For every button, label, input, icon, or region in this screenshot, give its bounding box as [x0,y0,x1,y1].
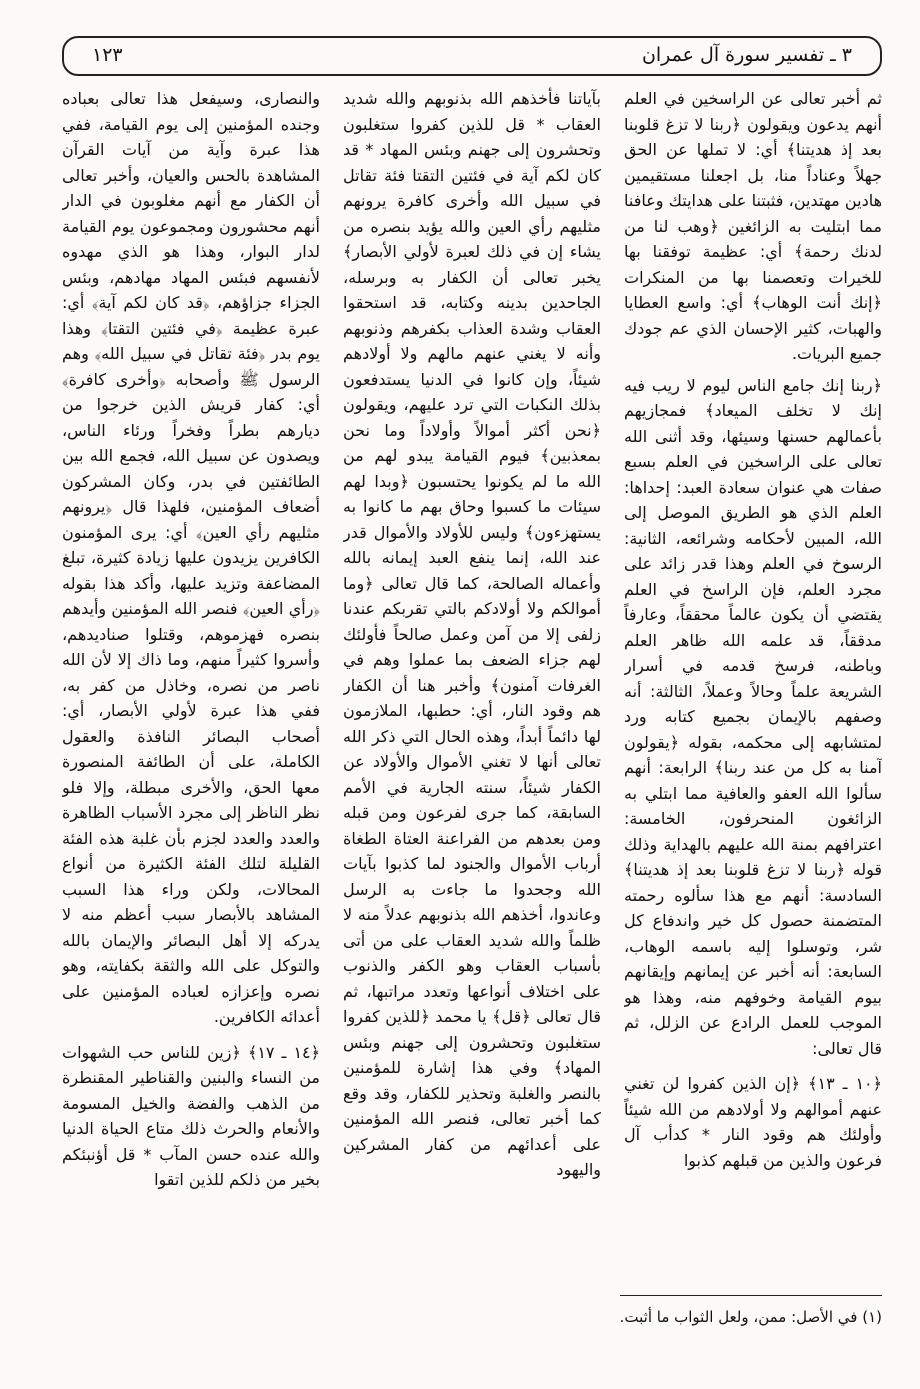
page-header [62,36,882,76]
page-number: ١٢٣ [92,44,123,66]
verse-paragraph: ﴿١٤ ـ ١٧﴾ ﴿زين للناس حب الشهوات من النساء والبنين والقناطير المقنطرة من الذهب والفضة والخيل المسومة والأنعام والحرث ذلك متاع الحياة الدنيا والله عنده حسن المآب * قل أؤنبئكم بخير من ذلكم للذين اتقوا [62,1042,320,1189]
paragraph: ثم أخبر تعالى عن الراسخين في العلم أنهم يدعون ويقولون ﴿ربنا لا تزغ قلوبنا بعد إذ هديتنا﴾ أي: لا تملها عن الحق جهلاً وعناداً منا، بل اجعلنا مستقيمين هادين مهتدين، فثبتنا على هدايتك وعافنا مما ابتليت به الزائغين ﴿وهب لنا من لدنك رحمة﴾ أي: عظيمة توفقنا بها للخيرات وتعصمنا بها من المنكرات ﴿إنك أنت الوهاب﴾ أي: واسع العطايا والهبات، كثير الإحسان الذي عم جودك جميع البريات. [624,89,882,363]
paragraph: والنصارى، وسيفعل هذا تعالى بعباده وجنده المؤمنين إلى يوم القيامة، ففي هذا عبرة وآية من آيات القرآن المشاهدة بالحس والعيان، وأخبر تعالى أن الكفار مع أنهم مغلوبون في الدار أنهم محشورون ومجموعون يوم القيامة لدار البوار، وهذا هو الذي مهدوه لأنفسهم فبئس المهاد مهادهم، وبئس الجزاء جزاؤهم، ﴿قد كان لكم آية﴾ أي: عبرة عظيمة ﴿في فئتين التقتا﴾ وهذا يوم بدر ﴿فئة تقاتل في سبيل الله﴾ وهم الرسول ﷺ وأصحابه ﴿وأخرى كافرة﴾ أي: كفار قريش الذين خرجوا من ديارهم بطراً وفخراً ورئاء الناس، ويصدون عن سبيل الله، فجمع الله بين الطائفتين في بدر، وكان المشركون أضعاف المؤمنين، فلهذا قال ﴿يرونهم مثليهم رأي العين﴾ أي: يرى المؤمنون الكافرين يزيدون عليها زيادة كثيرة، تبلغ المضاعفة وتزيد عليها، وأكد هذا بقوله ﴿رأي العين﴾ فنصر الله المؤمنين وأيدهم بنصره فهزموهم، وقتلوا صناديدهم، وأسروا كثيراً منهم، وما ذاك إلا لأن الله ناصر من نصره، وخاذل من كفر به، ففي هذا عبرة لأولي الأبصار، أي: أصحاب البصائر النافذة والعقول الكاملة، على أن الطائفة المنصورة معها الحق، والأخرى مبطلة، وإلا فلو نظر الناظر إلى مجرد الأسباب الظاهرة والعدد والعدد لجزم بأن غلبة هذه الفئة القليلة لتلك الفئة الكثيرة من أنواع المحالات، ولكن وراء هذا السبب المشاهد بالأبصار سبب أعظم منه لا يدركه إلا أهل البصائر والإيمان بالله والتوكل على الله والثقة بكفايته، وهو نصره وإعزازه لعباده المؤمنين على أعدائه الكافرين. [62,89,320,1026]
footnote [522,1308,882,1326]
surah-title: ٣ ـ تفسير سورة آل عمران [641,44,852,66]
footnote-divider [620,1295,882,1296]
paragraph: بآياتنا فأخذهم الله بذنوبهم والله شديد العقاب * قل للذين كفروا ستغلبون وتحشرون إلى جهنم وبئس المهاد * قد كان لكم آية في فئتين التقتا فئة تقاتل في سبيل الله وأخرى كافرة يرونهم مثليهم رأي العين والله يؤيد بنصره من يشاء إن في ذلك لعبرة لأولي الأبصار﴾ يخبر تعالى أن الكفار به وبرسله، الجاحدين بدينه وكتابه، قد استحقوا العقاب وشدة العذاب بكفرهم وذنوبهم وأنه لا يغني عنهم مالهم ولا أولادهم شيئاً، وإن كانوا في الدنيا يستدفعون بذلك النكبات التي ترد عليهم، ويقولون ﴿نحن أكثر أموالاً وأولاداً وما نحن بمعذبين﴾ فيوم القيامة يبدو لهم من الله ما لم يكونوا يحتسبون ﴿وبدا لهم سيئات ما كسبوا وحاق بهم ما كانوا به يستهزءون﴾ وليس للأولاد والأموال قدر عند الله، إنما ينفع العبد إيمانه بالله وأعماله الصالحة، كما قال تعالى ﴿وما أموالكم ولا أولادكم بالتي تقربكم عندنا زلفى إلا من آمن وعمل صالحاً فأولئك لهم جزاء الضعف بما عملوا وهم في الغرفات آمنون﴾ وأخبر هنا أن الكفار هم وقود النار، أي: حطبها، الملازمون لها دائماً أبداً، وهذه الحال التي ذكر الله تعالى أنها لا تغني الأموال والأولاد عن الكفار شيئاً، سنته الجارية في الأمم السابقة، كما جرى لفرعون ومن قبله ومن بعدهم من الفراعنة العتاة الطغاة أرباب الأموال والجنود لما كذبوا بآيات الله وجحدوا ما جاءت به الرسل وعاندوا، أخذهم الله بذنوبهم عدلاً منه لا ظلماً والله شديد العقاب على من أتى بأسباب العقاب وهو الكفر والذنوب على اختلاف أنواعها وتعدد مراتبها، ثم قال تعالى ﴿قل﴾ يا محمد ﴿للذين كفروا ستغلبون وتحشرون إلى جهنم وبئس المهاد﴾ وفي هذا إشارة للمؤمنين بالنصر والغلبة وتحذير للكفار، وقد وقع كما أخبر تعالى، فنصر الله المؤمنين على أعدائهم من كفار المشركين واليهود [343,89,601,1179]
right-column [624,86,882,1266]
footnote-marker: (١) [862,1308,882,1326]
left-column [62,86,320,1266]
footnote-text: في الأصل: ممن، ولعل الثواب ما أثبت. [619,1308,858,1326]
text-columns [62,86,882,1266]
middle-column [343,86,601,1266]
verse-paragraph: ﴿١٠ ـ ١٣﴾ ﴿إن الذين كفروا لن تغني عنهم أموالهم ولا أولادهم من الله شيئاً وأولئك هم وقود النار * كدأب آل فرعون والذين من قبلهم كذبوا [624,1074,882,1170]
paragraph: ﴿ربنا إنك جامع الناس ليوم لا ريب فيه إنك لا تخلف الميعاد﴾ فمجازيهم بأعمالهم حسنها وسيئها، وقد أثنى الله تعالى على الراسخين في العلم بسبع صفات هي عنوان سعادة العبد: إحداها: العلم الذي هو الطريق الموصل إلى الله، المبين لأحكامه وشرائعه، الثانية: الرسوخ في العلم وهذا قدر زائد على مجرد العلم، فإن الراسخ في العلم يقتضي أن يكون عالماً محققاً، وعارفاً مدققاً، قد علمه الله ظاهر العلم وباطنه، فرسخ قدمه في أسرار الشريعة علماً وحالاً وعملاً، الثالثة: أنه وصفهم بالإيمان بجميع كتابه ورد لمتشابهه إلى محكمه، بقوله ﴿يقولون آمنا به كل من عند ربنا﴾ الرابعة: أنهم سألوا الله العفو والعافية مما ابتلي به الزائغون المنحرفون، الخامسة: اعترافهم بمنة الله عليهم بالهداية وذلك قوله ﴿ربنا لا تزغ قلوبنا بعد إذ هديتنا﴾ السادسة: أنهم مع هذا سألوه رحمته المتضمنة حصول كل خير واندفاع كل شر، وتوسلوا إليه باسمه الوهاب، السابعة: أنه أخبر عن إيمانهم وإيقانهم بيوم القيامة وخوفهم منه، وهذا هو الموجب للعمل الرادع عن الزلل، ثم قال تعالى: [624,375,882,1058]
